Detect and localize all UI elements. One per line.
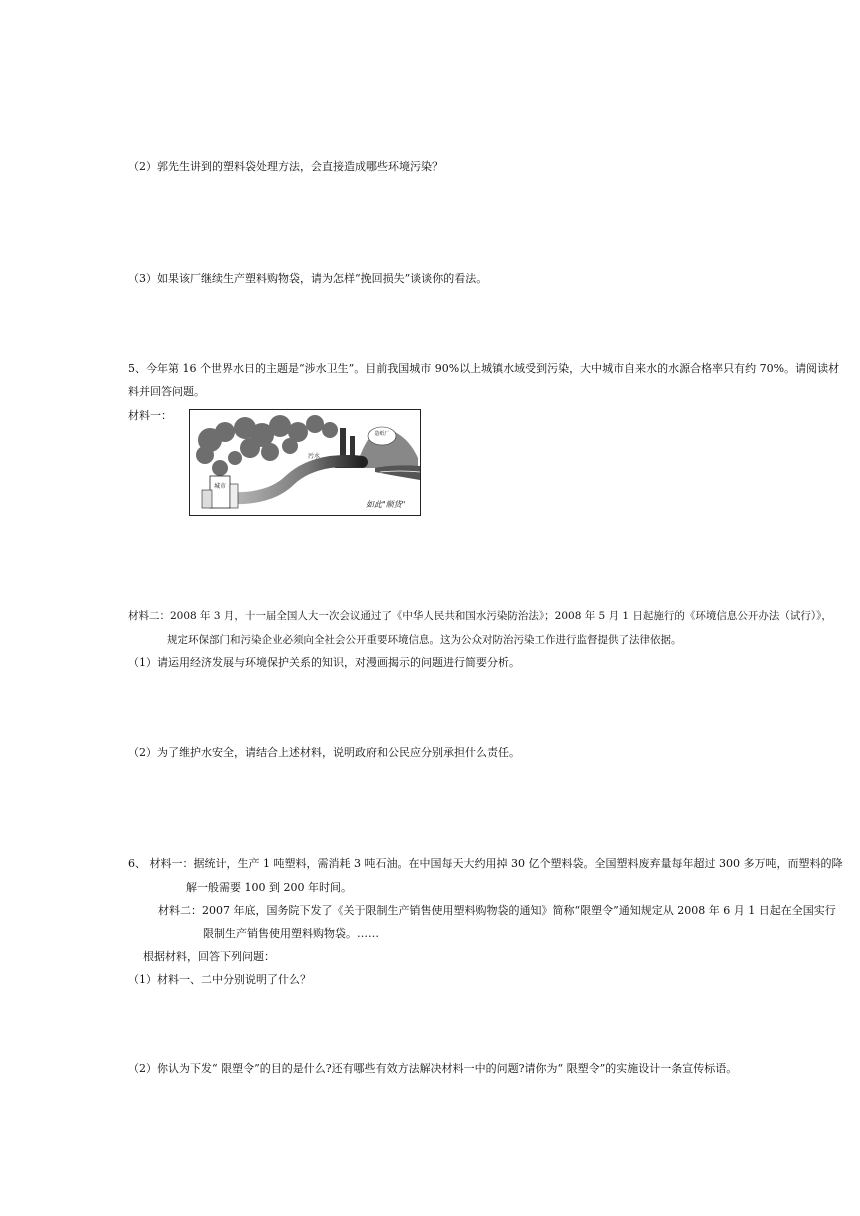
q6-instruction: 根据材料，回答下列问题： [143, 950, 275, 963]
q6-sub2-question: （2）你认为下发“ 限塑令”的目的是什么?还有哪些有效方法解决材料一中的问题?请你为“ 限塑令”的实施设计一条宣传标语。 [128, 1062, 738, 1075]
sewage-label: 污水 [308, 453, 321, 460]
sewage-pipe [228, 461, 362, 498]
q6-material1-line1: 6、 材料一：据统计，生产 1 吨塑料，需消耗 3 吨石油。在中国每天大约用掉 30 亿个塑料袋。全国塑料废弃量每年超过 300 多万吨，而塑料的降 [128, 857, 843, 870]
q5-sub1-question: （1）请运用经济发展与环境保护关系的知识，对漫画揭示的问题进行简要分析。 [128, 656, 520, 669]
pollution-cartoon [189, 409, 421, 516]
cartoon-caption: 如此"顺货" [366, 500, 406, 509]
q6-material1-line2: 解一般需要 100 到 200 年时间。 [186, 881, 352, 894]
q5-sub2-question: （2）为了维护水安全，请结合上述材料，说明政府和公民应分别承担什么责任。 [128, 746, 520, 759]
river [375, 465, 420, 480]
city-buildings [202, 476, 238, 508]
q5-stem-line2: 料并回答问题。 [128, 385, 205, 398]
q5-material2-line2: 规定环保部门和污染企业必须向全社会公开重要环境信息。这为公众对防治污染工作进行监督提供了法律依据。 [167, 634, 682, 646]
q6-sub1-question: （1）材料一、二中分别说明了什么？ [128, 973, 311, 986]
mountain-sign [360, 427, 418, 468]
q4-sub3-question: （3）如果该厂继续生产塑料购物袋，请为怎样“挽回损失”谈谈你的看法。 [128, 272, 488, 285]
q5-material2-line1: 材料二：2008 年 3 月，十一届全国人大一次会议通过了《中华人民共和国水污染防治法》；2008 年 5 月 1 日起施行的《环境信息公开办法（试行）》， [128, 610, 832, 622]
q6-material2-line2: 限制生产销售使用塑料购物袋。…… [203, 927, 379, 940]
city-label: 城市 [213, 483, 227, 490]
q5-stem-line1: 5、今年第 16 个世界水日的主题是“涉水卫生”。目前我国城市 90%以上城镇水域受到污染，大中城市自来水的水源合格率只有约 70%。请阅读材 [128, 362, 840, 375]
q6-material2-line1: 材料二：2007 年底，国务院下发了《关于限制生产销售使用塑料购物袋的通知》简称“限塑令”通知规定从 2008 年 6 月 1 日起在全国实行 [158, 904, 836, 917]
factory-sign-text: 造纸厂 [374, 431, 390, 437]
q4-sub2-question: （2）郭先生讲到的塑料袋处理方法，会直接造成哪些环境污染？ [128, 160, 443, 173]
q5-material1-label: 材料一： [128, 409, 172, 422]
